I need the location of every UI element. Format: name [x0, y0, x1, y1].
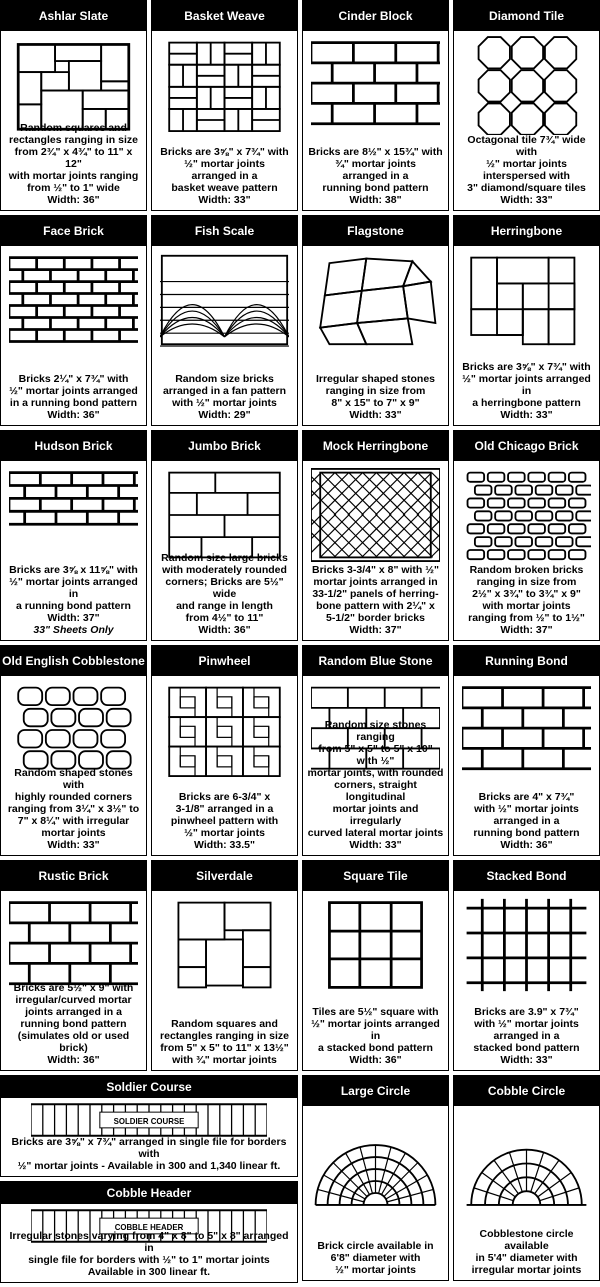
- pattern-description: Random broken bricks ranging in size from 2½" x 3¾" to 3¾" x 9" with mortar joints ranging from ½" to 1½" Width: 37": [468, 564, 585, 636]
- pattern-tile-pinwheel: [151, 645, 298, 856]
- pattern-illustration: [31, 1102, 267, 1138]
- pattern-drawing: [160, 250, 289, 350]
- pattern-illustration: [311, 895, 440, 995]
- pattern-drawing: [311, 465, 440, 565]
- pattern-title: Hudson Brick: [1, 431, 146, 461]
- pattern-illustration: [462, 895, 591, 995]
- pattern-tile-herringbone: [453, 215, 600, 426]
- pattern-description: Bricks are 3.9" x 7¾" with ½" mortar joints arranged in a stacked bond pattern Width: 33": [473, 1006, 580, 1066]
- pattern-illustration: [462, 35, 591, 135]
- pattern-drawing: [462, 895, 591, 995]
- pattern-title: Silverdale: [152, 861, 297, 891]
- border-sign-label: SOLDIER COURSE: [113, 1116, 185, 1126]
- pattern-tile-basket-weave: [151, 0, 298, 211]
- pattern-illustration: [160, 35, 289, 135]
- pattern-title: Herringbone: [454, 216, 599, 246]
- pattern-tile-random-blue-stone: [302, 645, 449, 856]
- pattern-drawing: [160, 35, 289, 135]
- pattern-title: Fish Scale: [152, 216, 297, 246]
- pattern-drawing: [160, 680, 289, 780]
- pattern-illustration: [462, 465, 591, 565]
- pattern-drawing: [9, 465, 138, 565]
- pattern-drawing: [9, 35, 138, 135]
- pattern-description: Bricks are 3⅝" x 7¾" with ½" mortar joints arranged in a herringbone pattern Width: 33": [462, 361, 591, 421]
- pattern-tile-cobble-header: [0, 1181, 298, 1283]
- pattern-illustration: [160, 465, 289, 565]
- pattern-description: Bricks are 8½" x 15¾" with ¾" mortar joints arranged in a running bond pattern Width: 38": [308, 146, 443, 206]
- pattern-description: Bricks are 5½" x 9" with irregular/curved mortar joints arranged in a running bond pattern (simulates old or used brick) Width: 36": [13, 982, 134, 1066]
- border-sign-label: COBBLE HEADER: [114, 1222, 184, 1232]
- pattern-tile-large-circle: [302, 1075, 449, 1281]
- pattern-tile-rustic-brick: [0, 860, 147, 1071]
- pattern-illustration: [160, 895, 289, 995]
- pattern-illustration: [9, 35, 138, 135]
- pattern-drawing: [311, 250, 440, 350]
- pattern-title: Flagstone: [303, 216, 448, 246]
- pattern-illustration: [462, 250, 591, 350]
- pattern-tile-old-chicago-brick: [453, 430, 600, 641]
- pattern-drawing: [462, 465, 591, 565]
- pattern-drawing: [462, 1116, 591, 1211]
- pattern-tile-hudson-brick: [0, 430, 147, 641]
- pattern-title: Random Blue Stone: [303, 646, 448, 676]
- pattern-illustration: [9, 465, 138, 565]
- pattern-drawing: [160, 465, 289, 565]
- pattern-title: Mock Herringbone: [303, 431, 448, 461]
- pattern-illustration: [160, 250, 289, 350]
- pattern-tile-diamond-tile: [453, 0, 600, 211]
- pattern-description: Bricks are 6-3/4" x 3-1/8" arranged in a pinwheel pattern with ½" mortar joints Width: 33.5": [170, 791, 279, 851]
- pattern-illustration: [311, 1116, 440, 1211]
- pattern-description: Bricks 3-3/4" x 8" with ½" mortar joints arranged in 33-1/2" panels of herring- bone pattern with 2¼" x 5-1/2" border bricks Width: 37": [312, 564, 439, 636]
- pattern-drawing: [160, 895, 289, 995]
- pattern-title: Ashlar Slate: [1, 1, 146, 31]
- pattern-tile-silverdale: [151, 860, 298, 1071]
- pattern-tile-flagstone: [302, 215, 449, 426]
- pattern-illustration: [9, 250, 138, 350]
- pattern-drawing: [311, 35, 440, 135]
- pattern-illustration: [9, 680, 138, 780]
- pattern-title: Pinwheel: [152, 646, 297, 676]
- pattern-tile-mock-herringbone: [302, 430, 449, 641]
- pattern-title: Diamond Tile: [454, 1, 599, 31]
- pattern-title: Jumbo Brick: [152, 431, 297, 461]
- pattern-drawing: [462, 680, 591, 780]
- pattern-title: Cobble Circle: [454, 1076, 599, 1106]
- pattern-illustration: [160, 680, 289, 780]
- pattern-title: Old English Cobblestone: [1, 646, 146, 676]
- pattern-description: Irregular shaped stones ranging in size from 8" x 15" to 7" x 9" Width: 33": [315, 373, 436, 421]
- pattern-description: Bricks are 4" x 7¾" with ½" mortar joints arranged in a running bond pattern Width: 36": [473, 791, 580, 851]
- pattern-drawing: [462, 250, 591, 350]
- pattern-description: Random squares and rectangles ranging in size from 5" x 5" to 11" x 13½" with ¾" mortar joints: [160, 1018, 289, 1066]
- pattern-title: Cinder Block: [303, 1, 448, 31]
- pattern-illustration: [311, 35, 440, 135]
- pattern-title: Cobble Header: [1, 1182, 297, 1204]
- pattern-description: Tiles are 5½" square with ½" mortar joints arranged in a stacked bond pattern Width: 36": [311, 1006, 440, 1066]
- pattern-drawing: [311, 895, 440, 995]
- pattern-illustration: [462, 1116, 591, 1211]
- pattern-description: Bricks are 3⅝ x 11⅝" with ½" mortar joints arranged in a running bond pattern Width: 37" 33" Sheets Only: [5, 564, 142, 636]
- pattern-description: Random size stones ranging from 5" x 5" to 5" x 10" with ½" mortar joints, with rounded corners, straight longitudinal mortar joints and irregularly curved lateral mortar joints Width: 33": [307, 719, 444, 851]
- pattern-description: Random shaped stones with highly rounded corners ranging from 3¼" x 3½" to 7" x 8¼" with irregular mortar joints Width: 33": [7, 767, 140, 851]
- pattern-tile-cinder-block: [302, 0, 449, 211]
- pattern-drawing: [462, 35, 591, 135]
- pattern-title: Rustic Brick: [1, 861, 146, 891]
- pattern-title: Old Chicago Brick: [454, 431, 599, 461]
- pattern-drawing: [9, 250, 138, 350]
- pattern-description: Brick circle available in 6'8" diameter with ½" mortar joints: [317, 1240, 434, 1276]
- pattern-note: 33" Sheets Only: [33, 624, 114, 636]
- pattern-description: Bricks are 3⅝" x 7¾" arranged in single file for borders with ½" mortar joints - Available in 300 and 1,340 linear ft.: [11, 1136, 287, 1172]
- pattern-description: Cobblestone circle available in 5'4" diameter with irregular mortar joints: [471, 1228, 582, 1276]
- pattern-description: Bricks are 3⅝" x 7¾" with ½" mortar joints arranged in a basket weave pattern Width: 33": [160, 146, 289, 206]
- pattern-tile-old-english-cobblestone: [0, 645, 147, 856]
- pattern-tile-ashlar-slate: [0, 0, 147, 211]
- pattern-title: Square Tile: [303, 861, 448, 891]
- pattern-drawing: [9, 680, 138, 780]
- pattern-tile-face-brick: [0, 215, 147, 426]
- pattern-title: Stacked Bond: [454, 861, 599, 891]
- pattern-illustration: [462, 680, 591, 780]
- pattern-tile-stacked-bond: [453, 860, 600, 1071]
- pattern-tile-running-bond: [453, 645, 600, 856]
- pattern-description: Random squares and rectangles ranging in size from 2¾" x 4¾" to 11" x 12" with mortar joints ranging from ½" to 1" wide Width: 36": [8, 122, 139, 206]
- pattern-description: Irregular stones varying from 4" x 8" to 5" x 8" arranged in single file for borders with ½" to 1" mortar joints Available in 300 linear ft.: [9, 1230, 289, 1278]
- pattern-title: Basket Weave: [152, 1, 297, 31]
- pattern-description: Bricks 2¼" x 7¾" with ½" mortar joints arranged in a running bond pattern Width: 36": [9, 373, 138, 421]
- pattern-title: Large Circle: [303, 1076, 448, 1106]
- pattern-tile-cobble-circle: [453, 1075, 600, 1281]
- pattern-illustration: [9, 895, 138, 995]
- pattern-title: Running Bond: [454, 646, 599, 676]
- pattern-illustration: [311, 465, 440, 565]
- pattern-tile-square-tile: [302, 860, 449, 1071]
- pattern-tile-soldier-course: [0, 1075, 298, 1177]
- pattern-tile-fish-scale: [151, 215, 298, 426]
- pattern-drawing: [311, 1116, 440, 1211]
- pattern-description: Random size bricks arranged in a fan pattern with ½" mortar joints Width: 29": [162, 373, 287, 421]
- pattern-tile-jumbo-brick: [151, 430, 298, 641]
- pattern-title: Soldier Course: [1, 1076, 297, 1098]
- pattern-drawing: [9, 895, 138, 995]
- pattern-description: Random size large bricks with moderately rounded corners; Bricks are 5½" wide and range in length from 4½" to 11" Width: 36": [161, 552, 288, 636]
- pattern-title: Face Brick: [1, 216, 146, 246]
- pattern-illustration: [311, 250, 440, 350]
- pattern-description: Octagonal tile 7¾" wide with ½" mortar joints interspersed with 3" diamond/square tiles Width: 33": [467, 134, 586, 206]
